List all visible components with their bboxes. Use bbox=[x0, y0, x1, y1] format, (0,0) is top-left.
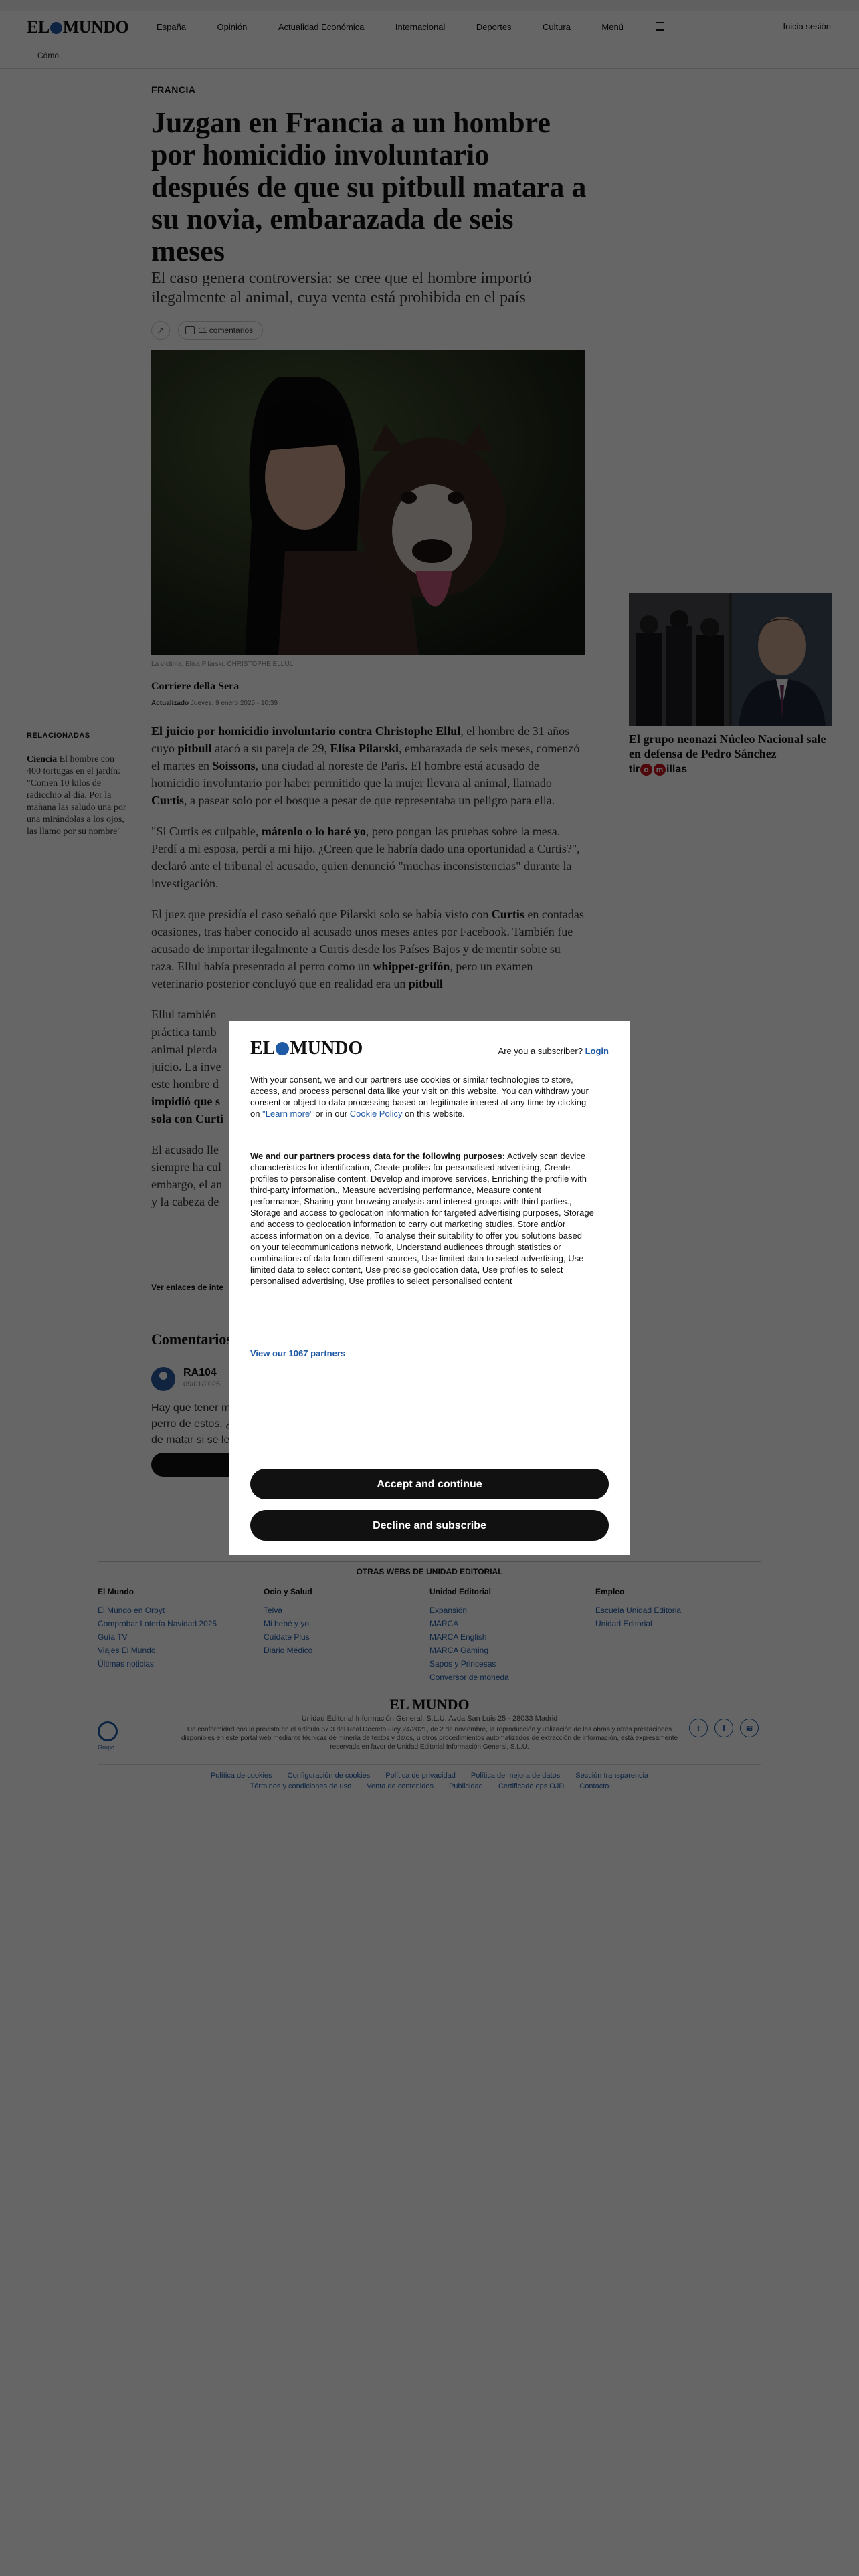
consent-logo bbox=[250, 1038, 363, 1059]
consent-logo-left: EL bbox=[250, 1038, 276, 1059]
consent-logo-right: MUNDO bbox=[290, 1038, 363, 1059]
view-partners-link[interactable]: View our 1067 partners bbox=[250, 1348, 346, 1358]
consent-dialog bbox=[229, 1021, 630, 1555]
globe-icon bbox=[276, 1042, 289, 1055]
learn-more-link[interactable]: "Learn more" bbox=[262, 1109, 313, 1119]
purposes-heading: We and our partners process data for the following purposes: bbox=[250, 1151, 506, 1161]
accept-button[interactable]: Accept and continue bbox=[250, 1469, 609, 1499]
decline-subscribe-button[interactable]: Decline and subscribe bbox=[250, 1510, 609, 1541]
subscriber-question: Are you a subscriber? bbox=[498, 1046, 583, 1056]
consent-purposes bbox=[250, 1150, 594, 1287]
cookie-policy-link[interactable]: Cookie Policy bbox=[349, 1109, 403, 1119]
subscriber-prompt bbox=[498, 1046, 609, 1056]
consent-intro: With your consent, we and our partners use cookies or similar technologies to store, access, and process personal data like your visit on this website. You can withdraw your consent or object to data processing based on legitimate interest at any time by clicking on "Learn more" or in our Cookie Policy on this website. bbox=[250, 1075, 589, 1119]
consent-login-link[interactable]: Login bbox=[585, 1046, 609, 1056]
purposes-text: Actively scan device characteristics for identification, Create profiles for personalised advertising, Create profiles to personalise content, Develop and improve services, Enriching the profile with third-party information., Measure advertising performance, Measure content performance, Sharing your browsing analysis and interest groups with third parties., Storage and access to geolocation information for targeted advertising purposes, Storage and access to geolocation information to carry out marketing studies, Store and/or access information on a device, To analyse their suitability to offer you solutions based on your telecommunications network, Understand audiences through statistics or combinations of data from different sources, Use limited data to select advertising, Use limited data to select content, Use precise geolocation data, Use profiles to select personalised advertising, Use profiles to select personalised content bbox=[250, 1151, 594, 1286]
